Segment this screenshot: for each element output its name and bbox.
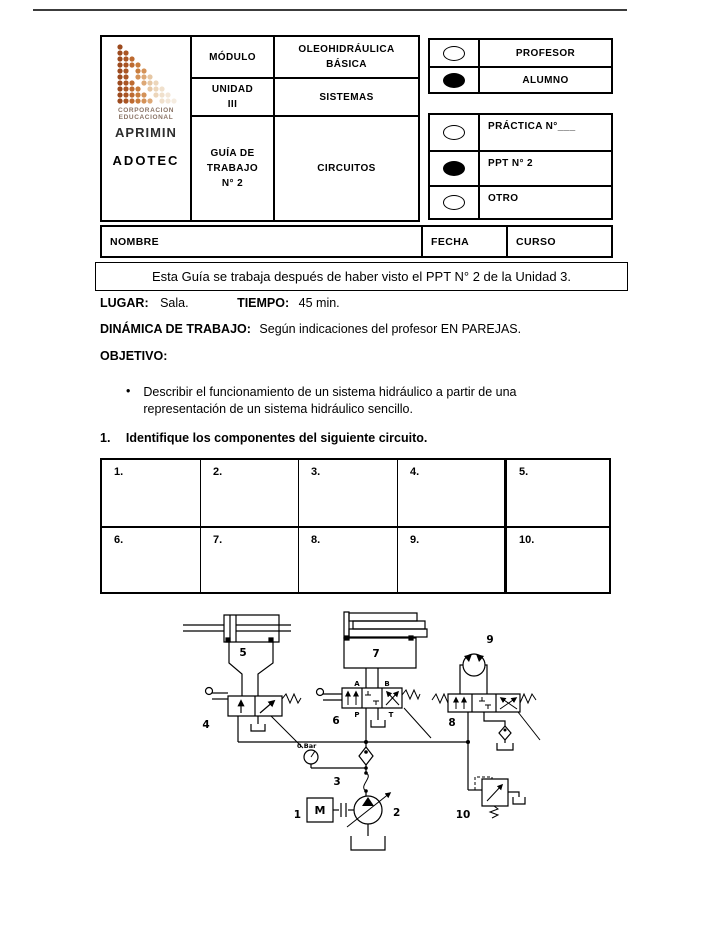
- answer-cell-8: 8.: [298, 526, 397, 592]
- dinamica-line: [100, 322, 521, 336]
- objetivo-label: OBJETIVO:: [100, 349, 168, 363]
- svg-text:4: 4: [202, 719, 210, 731]
- activity-row-otro: [430, 185, 611, 218]
- aprimin-logo-icon: [115, 43, 177, 107]
- audience-row-profesor: [430, 40, 611, 66]
- header-unidad-value: SISTEMAS: [273, 77, 418, 115]
- activity-table: [428, 113, 613, 220]
- answer-cell-5: 5.: [504, 460, 609, 526]
- alumno-checkbox-cell: [430, 68, 480, 92]
- svg-text:5: 5: [239, 647, 247, 659]
- lugar-tiempo-line: [100, 296, 340, 310]
- answer-cell-2: 2.: [200, 460, 298, 526]
- lugar-value: Sala.: [160, 296, 189, 310]
- exercise-heading: [100, 431, 427, 445]
- answer-cell-3: 3.: [298, 460, 397, 526]
- pump-2: [347, 791, 400, 850]
- exercise-number: 1.: [100, 431, 111, 445]
- electric-motor-1: [294, 798, 354, 822]
- page-top-rule: [33, 9, 627, 11]
- header-modulo-label: MÓDULO: [190, 37, 273, 77]
- exercise-title: Identifique los componentes del siguiente circuito.: [125, 431, 428, 445]
- answer-cell-7: 7.: [200, 526, 298, 592]
- svg-text:M: M: [314, 804, 326, 817]
- svg-text:1: 1: [293, 809, 301, 821]
- check-valve: [359, 747, 373, 765]
- nombre-field: NOMBRE: [110, 236, 160, 248]
- dinamica-label: DINÁMICA DE TRABAJO:: [100, 322, 251, 336]
- practica-label: PRÁCTICA N°___: [488, 121, 576, 132]
- svg-text:2: 2: [393, 807, 401, 819]
- hydraulic-motor-9: [460, 634, 494, 694]
- answer-cell-10: 10.: [504, 526, 609, 592]
- name-date-course-row: [100, 225, 613, 258]
- otro-label: OTRO: [488, 193, 519, 204]
- objetivo-bullet-text: Describir el funcionamiento de un sistema hidráulico a partir de una representación de un sistema hidráulico sencillo.: [143, 385, 517, 416]
- svg-text:A: A: [354, 680, 360, 688]
- svg-text:8: 8: [448, 717, 456, 729]
- logo-cell: [102, 37, 190, 220]
- header-guia-value: CIRCUITOS: [273, 115, 418, 220]
- svg-text:10: 10: [455, 809, 471, 821]
- profesor-circle: [443, 46, 465, 61]
- alumno-label: ALUMNO: [522, 74, 569, 86]
- tank-symbol: [497, 743, 513, 750]
- tank-symbol: [371, 720, 385, 727]
- tank-symbol: [513, 797, 525, 804]
- tiempo-value: 45 min.: [298, 296, 340, 310]
- check-valve-3-and-gauge: [297, 742, 373, 793]
- ppt-label: PPT N° 2: [488, 158, 533, 169]
- tiempo-label: TIEMPO:: [237, 296, 290, 310]
- fecha-field: FECHA: [421, 227, 506, 256]
- check-valve: [499, 726, 511, 740]
- alumno-circle: [443, 73, 465, 88]
- cylinder-5: [183, 615, 291, 696]
- components-answer-table: [100, 458, 611, 594]
- ppt-circle: [443, 161, 465, 176]
- components-grid: [102, 460, 609, 592]
- pressure-line: [238, 740, 470, 744]
- answer-cell-9: 9.: [397, 526, 504, 592]
- valve-4: [202, 688, 303, 749]
- logo-org-line2: EDUCACIONAL: [118, 114, 174, 122]
- profesor-checkbox-cell: [430, 40, 480, 66]
- activity-row-ppt: [430, 150, 611, 185]
- lugar-label: LUGAR:: [100, 296, 149, 310]
- practica-circle: [443, 125, 465, 140]
- logo-brand: APRIMIN: [115, 124, 177, 140]
- header-unidad-label: UNIDAD III: [190, 77, 273, 115]
- activity-row-practica: [430, 115, 611, 150]
- tank-symbol: [351, 836, 385, 850]
- profesor-label: PROFESOR: [515, 47, 576, 59]
- logo-org-line1: CORPORACION: [117, 107, 175, 114]
- svg-text:P: P: [354, 711, 360, 719]
- svg-text:T: T: [388, 711, 394, 719]
- answer-cell-4: 4.: [397, 460, 504, 526]
- notice-text: Esta Guía se trabaja después de haber visto el PPT N° 2 de la Unidad 3.: [151, 269, 572, 284]
- answer-cell-1: 1.: [114, 466, 124, 478]
- svg-text:9: 9: [486, 634, 494, 646]
- practica-checkbox-cell: [430, 115, 480, 150]
- svg-text:7: 7: [372, 648, 380, 660]
- otro-circle: [443, 195, 465, 210]
- relief-valve-10: [456, 742, 525, 821]
- ppt-checkbox-cell: [430, 152, 480, 185]
- otro-checkbox-cell: [430, 187, 480, 218]
- hose: [364, 773, 369, 791]
- valve-6: [317, 688, 432, 742]
- telescopic-cylinder-7: [344, 612, 427, 688]
- bullet-icon: •: [126, 384, 131, 398]
- svg-text:0 Bar: 0 Bar: [297, 742, 317, 750]
- curso-field: CURSO: [506, 227, 611, 256]
- answer-cell-6: 6.: [102, 526, 200, 592]
- audience-row-alumno: [430, 66, 611, 92]
- logo-adotec: ADOTEC: [112, 153, 180, 169]
- header-guia-label: GUÍA DE TRABAJO N° 2: [190, 115, 273, 220]
- audience-table: [428, 38, 613, 94]
- header-table: [100, 35, 420, 222]
- dinamica-value: Según indicaciones del profesor EN PAREJAS.: [259, 322, 522, 336]
- notice-box: [95, 262, 628, 291]
- objetivo-bullet-item: [126, 384, 568, 418]
- svg-text:B: B: [384, 680, 390, 688]
- tank-symbol: [251, 724, 265, 731]
- hydraulic-circuit-diagram: [170, 600, 550, 865]
- svg-text:6: 6: [332, 715, 340, 727]
- svg-text:3: 3: [333, 776, 341, 788]
- header-modulo-value: OLEOHIDRÁULICA BÁSICA: [273, 37, 418, 77]
